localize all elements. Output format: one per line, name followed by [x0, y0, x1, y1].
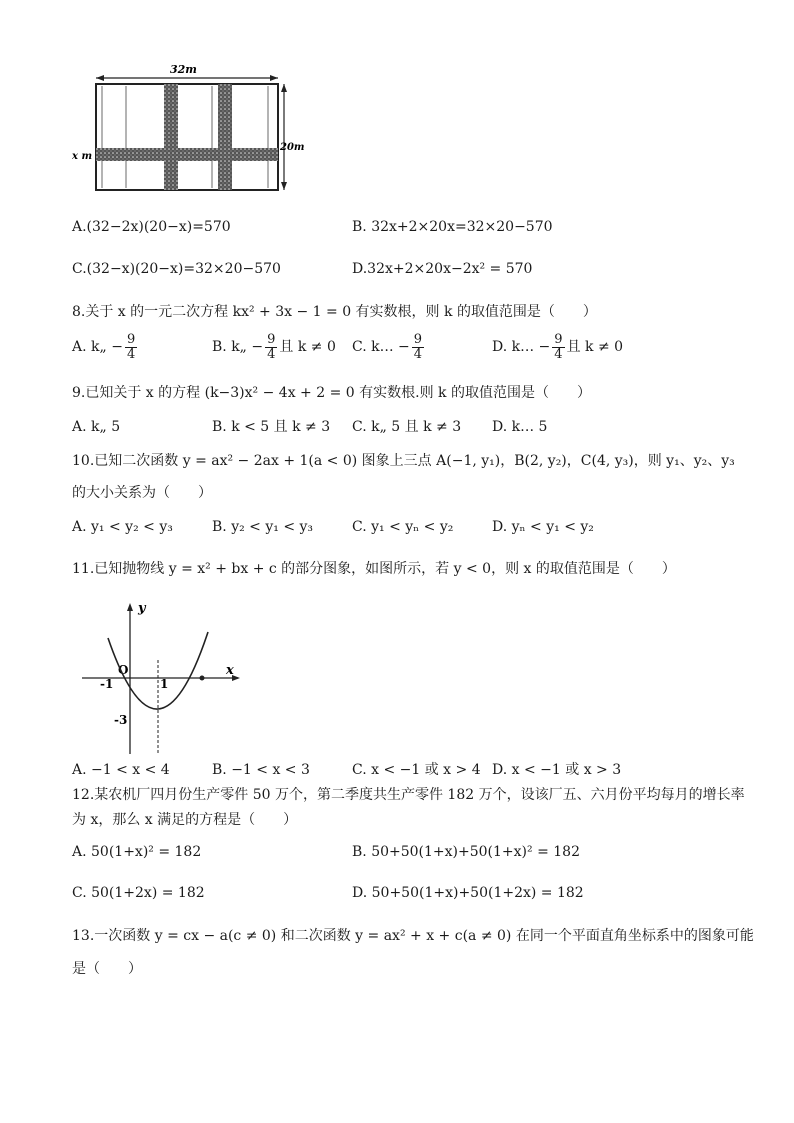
q11-option-d: D. x < −1 或 x > 3: [492, 762, 622, 778]
q12-option-b: B. 50+50(1+x)+50(1+x)² = 182: [352, 844, 580, 860]
q7-option-d: D.32x+2×20x−2x² = 570: [352, 261, 533, 277]
top-arrow-right: [270, 75, 278, 81]
height-label: 20m: [280, 142, 305, 153]
q8-option-d: [492, 333, 623, 361]
q9-option-b: B. k < 5 且 k ≠ 3: [212, 419, 331, 435]
q13-stem-line2: 是（ ）: [72, 961, 142, 977]
q8-option-b: [212, 333, 336, 361]
fraction-den: 4: [126, 346, 136, 362]
q10-stem-line1: 10.已知二次函数 y = ax² − 2ax + 1(a < 0) 图象上三点 A(−1, y₁)，B(2, y₂)，C(4, y₃)，则 y₁、y₂、y₃: [72, 453, 735, 469]
q10-option-d: D. yₙ < y₁ < y₂: [492, 519, 594, 535]
fraction: [412, 333, 424, 361]
road-vertical-2: [218, 84, 232, 190]
garden-figure: [72, 60, 312, 200]
fraction-num: 9: [554, 332, 563, 347]
fraction-den: 4: [554, 346, 563, 362]
fraction-num: 9: [267, 332, 276, 347]
x-axis-label: x: [226, 663, 234, 678]
fraction-den: 4: [267, 346, 276, 362]
fraction: [552, 333, 564, 361]
q11-stem: 11.已知抛物线 y = x² + bx + c 的部分图象，如图所示，若 y < 0，则 x 的取值范围是（ ）: [72, 561, 676, 577]
q8-d-text: D. k… −: [492, 339, 551, 356]
q8-option-c: [352, 333, 426, 361]
q10-option-a: A. y₁ < y₂ < y₃: [72, 519, 173, 535]
q13-stem-line1: 13.一次函数 y = cx − a(c ≠ 0) 和二次函数 y = ax² + x + c(a ≠ 0) 在同一个平面直角坐标系中的图象可能: [72, 928, 754, 944]
road-vertical-1: [164, 84, 178, 190]
q12-option-c: C. 50(1+2x) = 182: [72, 885, 205, 901]
neg-one-label: -1: [100, 677, 114, 691]
q8-stem: 8.关于 x 的一元二次方程 kx² + 3x − 1 = 0 有实数根，则 k 的取值范围是（ ）: [72, 304, 597, 320]
q8-c-text: C. k… −: [352, 339, 410, 356]
neg-three-label: -3: [114, 713, 128, 727]
q7-option-c: C.(32−x)(20−x)=32×20−570: [72, 261, 281, 277]
q10-option-c: C. y₁ < yₙ < y₂: [352, 519, 454, 535]
q12-stem-line1: 12.某农机厂四月份生产零件 50 万个，第二季度共生产零件 182 万个，设该厂五、六月份平均每月的增长率: [72, 787, 745, 803]
garden-rect: [96, 84, 278, 190]
road-horizontal: [96, 148, 278, 161]
parabola-graph: [78, 598, 250, 756]
q7-option-b: B. 32x+2×20x=32×20−570: [352, 219, 553, 235]
fraction: [265, 333, 277, 361]
q12-option-d: D. 50+50(1+x)+50(1+2x) = 182: [352, 885, 584, 901]
y-axis-label: y: [138, 601, 146, 616]
one-label: 1: [160, 677, 169, 691]
q9-stem: 9.已知关于 x 的方程 (k−3)x² − 4x + 2 = 0 有实数根.则 k 的取值范围是（ ）: [72, 385, 591, 401]
y-axis-arrow: [127, 603, 133, 611]
fraction-num: 9: [413, 332, 423, 347]
root-point: [200, 676, 205, 681]
fraction: [125, 333, 137, 361]
q11-option-b: B. −1 < x < 3: [212, 762, 310, 778]
q8-option-a: [72, 333, 139, 361]
fraction-num: 9: [126, 332, 136, 347]
q11-option-a: A. −1 < x < 4: [72, 762, 170, 778]
q10-option-b: B. y₂ < y₁ < y₃: [212, 519, 314, 535]
q8-a-text: A. k„ −: [72, 339, 123, 356]
q9-option-a: A. k„ 5: [72, 419, 121, 435]
right-arrow-up: [281, 84, 287, 92]
width-label: 32m: [170, 63, 197, 76]
origin-label: O: [118, 663, 129, 677]
q9-option-d: D. k… 5: [492, 419, 548, 435]
top-arrow-left: [96, 75, 104, 81]
q8-d-cond: 且 k ≠ 0: [566, 339, 624, 356]
q8-b-text: B. k„ −: [212, 339, 264, 356]
q10-stem-line2: 的大小关系为（ ）: [72, 485, 212, 501]
q12-option-a: A. 50(1+x)² = 182: [72, 844, 202, 860]
road-width-label: x m: [72, 151, 93, 162]
fraction-den: 4: [413, 346, 423, 362]
q7-option-a: A.(32−2x)(20−x)=570: [72, 219, 231, 235]
q12-stem-line2: 为 x，那么 x 满足的方程是（ ）: [72, 812, 298, 828]
q9-option-c: C. k„ 5 且 k ≠ 3: [352, 419, 462, 435]
q8-b-cond: 且 k ≠ 0: [279, 339, 336, 356]
right-arrow-down: [281, 182, 287, 190]
q11-option-c: C. x < −1 或 x > 4: [352, 762, 481, 778]
